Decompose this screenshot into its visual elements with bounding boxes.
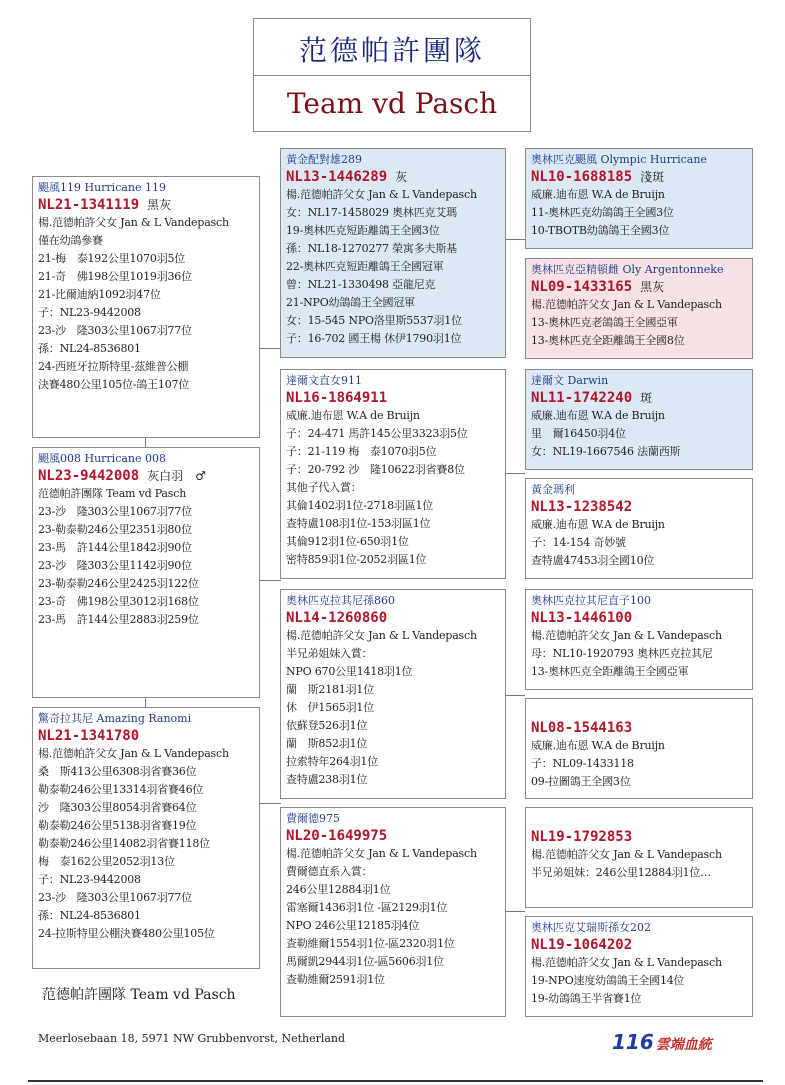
title-english: Team vd Pasch <box>286 87 498 120</box>
pedigree-line: 查勒維爾2591羽1位 <box>286 973 385 986</box>
pedigree-line: 23-沙 隆303公里1142羽90位 <box>38 559 192 572</box>
pedigree-line: 子：16-702 國王楊 休伊1790羽1位 <box>286 332 462 345</box>
connector <box>145 437 146 447</box>
pedigree-card <box>525 369 753 470</box>
pedigree-card <box>280 589 506 799</box>
pedigree-line: 楊.范德帕許父女 Jan & L Vandepasch <box>286 629 477 642</box>
pedigree-line: 女：15-545 NPO洛里斯5537羽1位 <box>286 314 462 327</box>
pedigree-line: 勒泰勒246公里13314羽省賽46位 <box>38 783 204 796</box>
bird-name: 颶風008 Hurricane 008 <box>38 452 167 465</box>
pedigree-line: 威廉.迪布恩 W.A de Bruijn <box>531 518 665 531</box>
pedigree-line: 13-奧林匹克全距離鴿王全國8位 <box>531 334 685 347</box>
pedigree-card <box>525 478 753 579</box>
pedigree-line: 23-沙 隆303公里1067羽77位 <box>38 324 192 337</box>
pedigree-line: 女：NL17-1458029 奧林匹克艾瑪 <box>286 206 457 219</box>
pedigree-line: 楊.范德帕許父女 Jan & L Vandepasch <box>531 848 722 861</box>
pedigree-line: 23-馬 許144公里2883羽259位 <box>38 613 199 626</box>
pedigree-line: 蘭 斯2181羽1位 <box>286 683 374 696</box>
pedigree-line: 曾：NL21-1330498 亞龍尼克 <box>286 278 436 291</box>
pedigree-line: 勒泰勒246公里5138羽省賽19位 <box>38 819 197 832</box>
title-divider <box>254 75 530 76</box>
connector <box>259 580 281 581</box>
pedigree-line: 威廉.迪布恩 W.A de Bruijn <box>286 409 420 422</box>
ring-number: NL21-1341119 黑灰 <box>38 197 172 213</box>
pedigree-line: 孫：NL24-8536801 <box>38 342 141 355</box>
pedigree-card <box>32 707 260 969</box>
pedigree-line: 女：NL19-1667546 法蘭西斯 <box>531 445 681 458</box>
bird-name: 奧林匹克亞精頓雌 Oly Argentonneke <box>531 263 724 276</box>
ring-number: NL13-1446289 灰 <box>286 169 408 185</box>
pedigree-line: 威廉.迪布恩 W.A de Bruijn <box>531 409 665 422</box>
ring-number: NL21-1341780 <box>38 728 140 744</box>
pedigree-line: 246公里12884羽1位 <box>286 883 391 896</box>
pedigree-card <box>525 916 753 1017</box>
pedigree-card <box>525 148 753 249</box>
ring-number: NL10-1688185 淺斑 <box>531 169 665 185</box>
pedigree-line: 查特盧238羽1位 <box>286 773 368 786</box>
pedigree-line: 21-比爾迪納1092羽47位 <box>38 288 161 301</box>
bird-name: 奧林匹克艾瑞斯孫女202 <box>531 921 651 934</box>
pedigree-line: 其倫912羽1位-650羽1位 <box>286 535 409 548</box>
bird-name: 黃金瑪利 <box>531 483 575 496</box>
connector <box>505 695 525 696</box>
connector <box>259 348 281 349</box>
ring-number: NL23-9442008 灰白羽 ♂ <box>38 468 206 484</box>
plumage-color: 黑灰 <box>147 198 172 212</box>
pedigree-line: 威廉.迪布恩 W.A de Bruijn <box>531 188 665 201</box>
pedigree-line: 10-TBOTB幼鴿鴿王全國3位 <box>531 224 670 237</box>
bird-name: 奧林匹克拉其尼直子100 <box>531 594 651 607</box>
bird-name: 達爾文直女911 <box>286 374 362 387</box>
pedigree-line: 依蘇登526羽1位 <box>286 719 368 732</box>
pedigree-line: NPO 246公里12185羽4位 <box>286 919 420 932</box>
pedigree-line: 楊.范德帕許父女 Jan & L Vandepasch <box>531 956 722 969</box>
pedigree-line: 楊.范德帕許父女 Jan & L Vandepasch <box>531 298 722 311</box>
pedigree-line: 19-幼鴿鴿王半省賽1位 <box>531 992 642 1005</box>
pedigree-line: 半兄弟姐妹入賞： <box>286 647 373 660</box>
ring-number: NL11-1742240 斑 <box>531 390 653 406</box>
pedigree-line: 孫：NL24-8536801 <box>38 909 141 922</box>
connector <box>145 697 146 707</box>
pedigree-line: 24-拉斯特里公棚決賽480公里105位 <box>38 927 215 940</box>
pedigree-line: 范德帕許團隊 Team vd Pasch <box>38 487 187 500</box>
pedigree-line: 楊.范德帕許父女 Jan & L Vandepasch <box>531 629 722 642</box>
pedigree-line: 決賽480公里105位-鴿王107位 <box>38 378 190 391</box>
bird-name: 達爾文 Darwin <box>531 374 609 387</box>
ring-number: NL13-1446100 <box>531 610 633 626</box>
pedigree-line: 蘭 斯852羽1位 <box>286 737 368 750</box>
pedigree-line: 13-奧林匹克全距離鴿王全國亞軍 <box>531 665 689 678</box>
footer-team-name: 范德帕許團隊 Team vd Pasch <box>42 987 236 1003</box>
pedigree-line: 19-NPO速度幼鴿鴿王全國14位 <box>531 974 685 987</box>
pedigree-line: 其倫1402羽1位-2718羽區1位 <box>286 499 434 512</box>
connector <box>505 473 525 474</box>
bird-name: 黃金配對雄289 <box>286 153 362 166</box>
logo-number: 116 <box>612 1030 654 1054</box>
pedigree-line: 楊.范德帕許父女 Jan & L Vandepasch <box>286 188 477 201</box>
pedigree-line: 23-勒泰勒246公里2351羽80位 <box>38 523 192 536</box>
bottom-divider <box>28 1080 763 1082</box>
pedigree-line: 22-奧林匹克短距離鴿王全國冠軍 <box>286 260 444 273</box>
ring-number: NL14-1260860 <box>286 610 388 626</box>
pedigree-card <box>280 369 506 579</box>
pedigree-line: 子：NL23-9442008 <box>38 873 141 886</box>
connector <box>259 803 281 804</box>
pedigree-line: 休 伊1565羽1位 <box>286 701 374 714</box>
pedigree-line: 僅在幼鴿參賽 <box>38 234 103 247</box>
pedigree-line: 子：24-471 馬許145公里3323羽5位 <box>286 427 468 440</box>
pedigree-line: 馬爾凱2944羽1位-區5606羽1位 <box>286 955 444 968</box>
pedigree-card <box>525 258 753 359</box>
pedigree-line: 子：14-154 奇妙號 <box>531 536 626 549</box>
ring-number: NL19-1792853 <box>531 829 633 845</box>
pedigree-line: 母：NL10-1920793 奧林匹克拉其尼 <box>531 647 713 660</box>
pedigree-line: 費爾德直系入賞： <box>286 865 373 878</box>
plumage-color: 灰 <box>395 170 408 184</box>
pedigree-line: 11-奧林匹克幼鴿鴿王全國3位 <box>531 206 674 219</box>
pedigree-line: 楊.范德帕許父女 Jan & L Vandepasch <box>38 216 229 229</box>
pedigree-line: 楊.范德帕許父女 Jan & L Vandepasch <box>38 747 229 760</box>
pedigree-line: 里 爾16450羽4位 <box>531 427 626 440</box>
pedigree-line: 23-沙 隆303公里1067羽77位 <box>38 505 192 518</box>
pedigree-card <box>280 807 506 1017</box>
ring-number: NL09-1433165 黑灰 <box>531 279 665 295</box>
ring-number: NL16-1864911 <box>286 390 388 406</box>
plumage-color: 黑灰 <box>640 280 665 294</box>
plumage-color: 斑 <box>640 391 653 405</box>
pedigree-line: 23-馬 許144公里1842羽90位 <box>38 541 192 554</box>
pedigree-line: 拉索特年264羽1位 <box>286 755 378 768</box>
pedigree-line: 其他子代入賞： <box>286 481 362 494</box>
pedigree-line: 19-奧林匹克短距離鴿王全國3位 <box>286 224 440 237</box>
ring-number: NL13-1238542 <box>531 499 633 515</box>
pedigree-line: 楊.范德帕許父女 Jan & L Vandepasch <box>286 847 477 860</box>
pedigree-line: 子：NL09-1433118 <box>531 757 634 770</box>
title-chinese: 范德帕許團隊 <box>298 34 485 67</box>
address: Meerlosebaan 18, 5971 NW Grubbenvorst, Netherland <box>38 1032 346 1045</box>
pedigree-line: 雷塞爾1436羽1位 -區2129羽1位 <box>286 901 448 914</box>
pedigree-line: 威廉.迪布恩 W.A de Bruijn <box>531 739 665 752</box>
pedigree-line: 24-西班牙拉斯特里-茲維普公棚 <box>38 360 189 373</box>
title-box <box>253 18 531 132</box>
bird-name: 奧林匹克拉其尼孫860 <box>286 594 395 607</box>
pedigree-line: 09-拉圖鴿王全國3位 <box>531 775 631 788</box>
pedigree-line: 桑 斯413公里6308羽省賽36位 <box>38 765 197 778</box>
ring-number: NL08-1544163 <box>531 720 633 736</box>
pedigree-line: 子：20-792 沙 隆10622羽省賽8位 <box>286 463 465 476</box>
pedigree-line: 23-奇 佛198公里3012羽168位 <box>38 595 199 608</box>
pedigree-line: 孫：NL18-1270277 榮寓多夫斯基 <box>286 242 457 255</box>
pedigree-line: 21-梅 泰192公里1070羽5位 <box>38 252 186 265</box>
logo-text: 雲端血統 <box>655 1037 712 1053</box>
pedigree-card <box>525 589 753 690</box>
bird-name: 奧林匹克颶風 Olympic Hurricane <box>531 153 707 166</box>
pedigree-line: 梅 泰162公里2052羽13位 <box>38 855 175 868</box>
pedigree-card <box>32 447 260 698</box>
pedigree-line: 21-NPO幼鴿鴿王全國冠軍 <box>286 296 415 309</box>
pedigree-card <box>525 807 753 908</box>
pedigree-line: 密特859羽1位-2052羽區1位 <box>286 553 427 566</box>
connector <box>505 911 525 912</box>
pedigree-line: 13-奧林匹克老鴿鴿王全國亞軍 <box>531 316 678 329</box>
pedigree-line: 子：21-119 梅 泰1070羽5位 <box>286 445 437 458</box>
pedigree-line: 23-勒泰勒246公里2425羽122位 <box>38 577 199 590</box>
pedigree-card <box>525 698 753 799</box>
bird-name: 費爾德975 <box>286 812 340 825</box>
pedigree-line: 查勒維爾1554羽1位-區2320羽1位 <box>286 937 455 950</box>
pedigree-line: 半兄弟姐妹：246公里12884羽1位… <box>531 866 711 879</box>
pedigree-line: 查特盧108羽1位-153羽區1位 <box>286 517 431 530</box>
plumage-color: 灰白羽 ♂ <box>147 469 206 483</box>
pedigree-line: 23-沙 隆303公里1067羽77位 <box>38 891 192 904</box>
pedigree-line: NPO 670公里1418羽1位 <box>286 665 413 678</box>
pedigree-line: 子：NL23-9442008 <box>38 306 141 319</box>
logo <box>612 1030 712 1054</box>
pedigree-card <box>32 176 260 438</box>
pedigree-card <box>280 148 506 358</box>
bird-name: 驚奇拉其尼 Amazing Ranomi <box>38 712 192 725</box>
bird-name: 颶風119 Hurricane 119 <box>38 181 167 194</box>
pedigree-line: 勒泰勒246公里14082羽省賽118位 <box>38 837 210 850</box>
pedigree-line: 沙 隆303公里8054羽省賽64位 <box>38 801 197 814</box>
connector <box>505 239 525 240</box>
pedigree-line: 查特盧47453羽全國10位 <box>531 554 655 567</box>
pedigree-line: 21-奇 佛198公里1019羽36位 <box>38 270 192 283</box>
plumage-color: 淺斑 <box>640 170 665 184</box>
ring-number: NL19-1064202 <box>531 937 633 953</box>
ring-number: NL20-1649975 <box>286 828 388 844</box>
